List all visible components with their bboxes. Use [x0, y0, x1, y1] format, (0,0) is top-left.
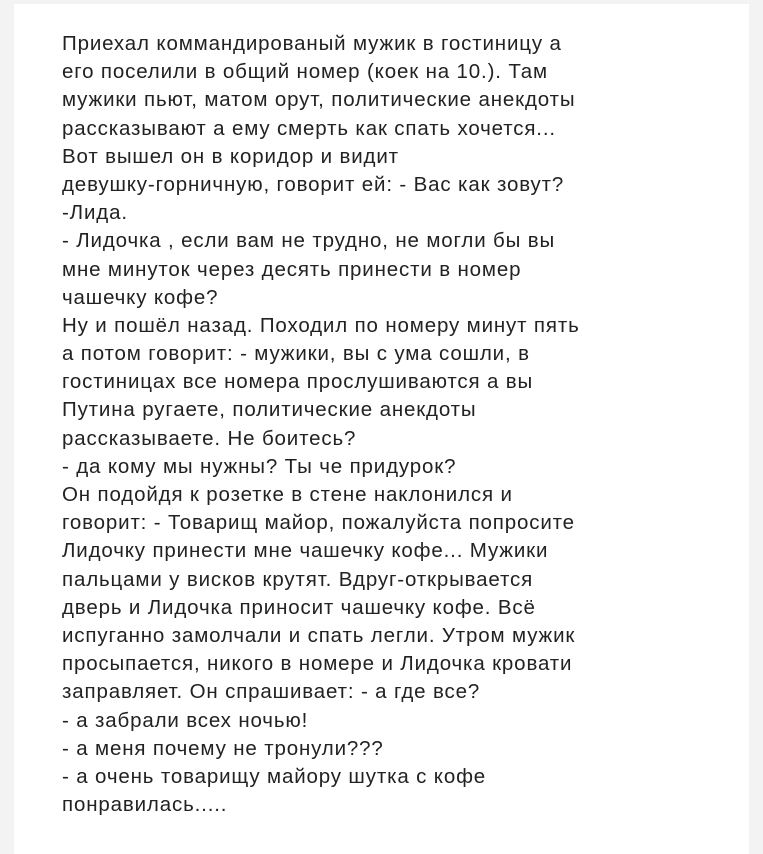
story-line: пальцами у висков крутят. Вдруг-открывается	[62, 567, 534, 591]
story-line: - Лидочка , если вам не трудно, не могли бы вы	[62, 229, 556, 253]
story-line: испуганно замолчали и спать легли. Утром мужик	[62, 623, 576, 647]
story-line: - а меня почему не тронули???	[62, 736, 384, 760]
story-line: - да кому мы нужны? Ты че придурок?	[62, 454, 457, 478]
story-line: - а очень товарищу майору шутка с кофе	[62, 764, 487, 788]
story-line: говорит: - Товарищ майор, пожалуйста попросите	[62, 511, 575, 535]
story-line: просыпается, никого в номере и Лидочка кровати	[62, 652, 573, 676]
story-line: Вот вышел он в коридор и видит	[62, 144, 399, 168]
story-line: его поселили в общий номер (коек на 10.). Там	[62, 60, 548, 84]
story-line: заправляет. Он спрашивает: - а где все?	[62, 680, 481, 704]
story-line: гостиницах все номера прослушиваются а вы	[62, 370, 534, 394]
story-line: -Лида.	[62, 201, 128, 225]
story-line: Он подойдя к розетке в стене наклонился и	[62, 483, 513, 506]
story-line: понравилась.....	[62, 793, 228, 817]
story-line: дверь и Лидочка приносит чашечку кофе. Всё	[62, 595, 536, 619]
story-text	[62, 30, 732, 819]
story-line: рассказываете. Не боитесь?	[62, 426, 357, 450]
story-line: девушку-горничную, говорит ей: - Вас как зовут?	[62, 172, 565, 196]
story-line: мне минуток через десять принести в номер	[62, 257, 522, 281]
story-line: а потом говорит: - мужики, вы с ума сошли, в	[62, 342, 530, 366]
story-line: рассказывают а ему смерть как спать хочется...	[62, 116, 556, 140]
story-line: Путина ругаете, политические анекдоты	[62, 398, 477, 422]
story-line: Ну и пошёл назад. Походил по номеру минут пять	[62, 313, 580, 337]
document-page	[14, 4, 749, 854]
story-line: - а забрали всех ночью!	[62, 708, 309, 732]
story-line: чашечку кофе?	[62, 285, 219, 309]
story-line: Лидочку принести мне чашечку кофе... Мужики	[62, 539, 549, 563]
story-line: Приехал коммандированый мужик в гостиницу а	[62, 32, 562, 55]
story-line: мужики пьют, матом орут, политические анекдоты	[62, 88, 576, 112]
